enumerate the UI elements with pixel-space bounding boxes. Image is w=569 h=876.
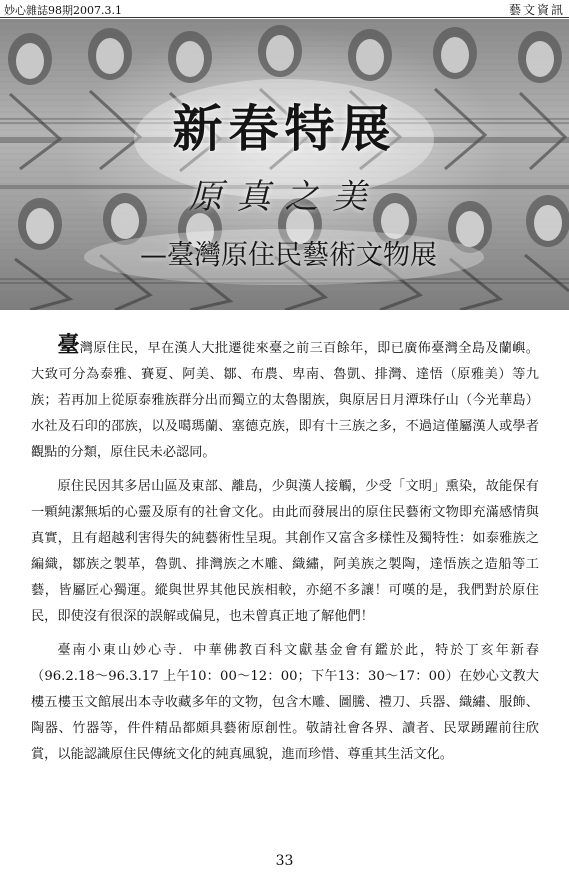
page-number: 33 [275, 853, 294, 869]
section-label: 藝文資訊 [508, 3, 565, 17]
paragraph-1-text: 灣原住民，早在漢人大批遷徙來臺之前三百餘年，即已廣佈臺灣全島及蘭嶼。大致可分為泰雅、賽夏、阿美、鄒、布農、卑南、魯凱、排灣、達悟（原雅美）等九族；若再加上從原泰雅族群分出而獨立的太魯閣族，與原居日月潭珠仔山（今光華島）水社及石印的邵族，以及噶瑪蘭、塞德克族，即有十三族之多，不過這僅屬漢人或學者觀點的分類，原住民未必認同。 [31, 341, 539, 460]
header-divider [0, 17, 569, 18]
article-body [31, 332, 539, 776]
exhibition-banner [0, 19, 569, 310]
exhibition-tagline: —臺灣原住民藝術文物展 [140, 240, 437, 271]
exhibition-subtitle: 原真之美 [188, 177, 381, 217]
magazine-issue-label: 妙心雜誌98期2007.3.1 [4, 4, 122, 17]
page-header [0, 0, 569, 19]
paragraph-2: 原住民因其多居山區及東部、離島，少與漢人接觸，少受「文明」熏染，故能保有一顆純潔無垢的心靈及原有的社會文化。由此而發展出的原住民藝術文物即充滿感情與真實，且有超越利害得失的純藝術性呈現。其創作又富含多樣性及獨特性：如泰雅族之編織，鄒族之製革，魯凱、排灣族之木雕、織繡，阿美族之製陶，達悟族之造船等工藝，皆屬匠心獨運。縱與世界其他民族相較，亦絕不多讓！可嘆的是，我們對於原住民，即使沒有很深的誤解或偏見，也未曾真正地了解他們！ [31, 479, 539, 624]
paragraph-3: 臺南小東山妙心寺．中華佛教百科文獻基金會有鑑於此，特於丁亥年新春（96.2.18～96.3.17 上午10：00～12：00；下午13：30～17：00）在妙心文教大樓五樓玉文館展出本寺收藏多年的文物，包含木雕、圖騰、禮刀、兵器、織繡、服飾、陶器、竹器等，件件精品都頗具藝術原創性。敬請社會各界、讀者、民眾踴躍前往欣賞，以能認識原住民傳統文化的純真風貌，進而珍惜、尊重其生活文化。 [31, 643, 539, 762]
drop-cap: 臺 [57, 332, 80, 358]
exhibition-title: 新春特展 [172, 100, 397, 158]
paragraph-1 [31, 332, 539, 466]
